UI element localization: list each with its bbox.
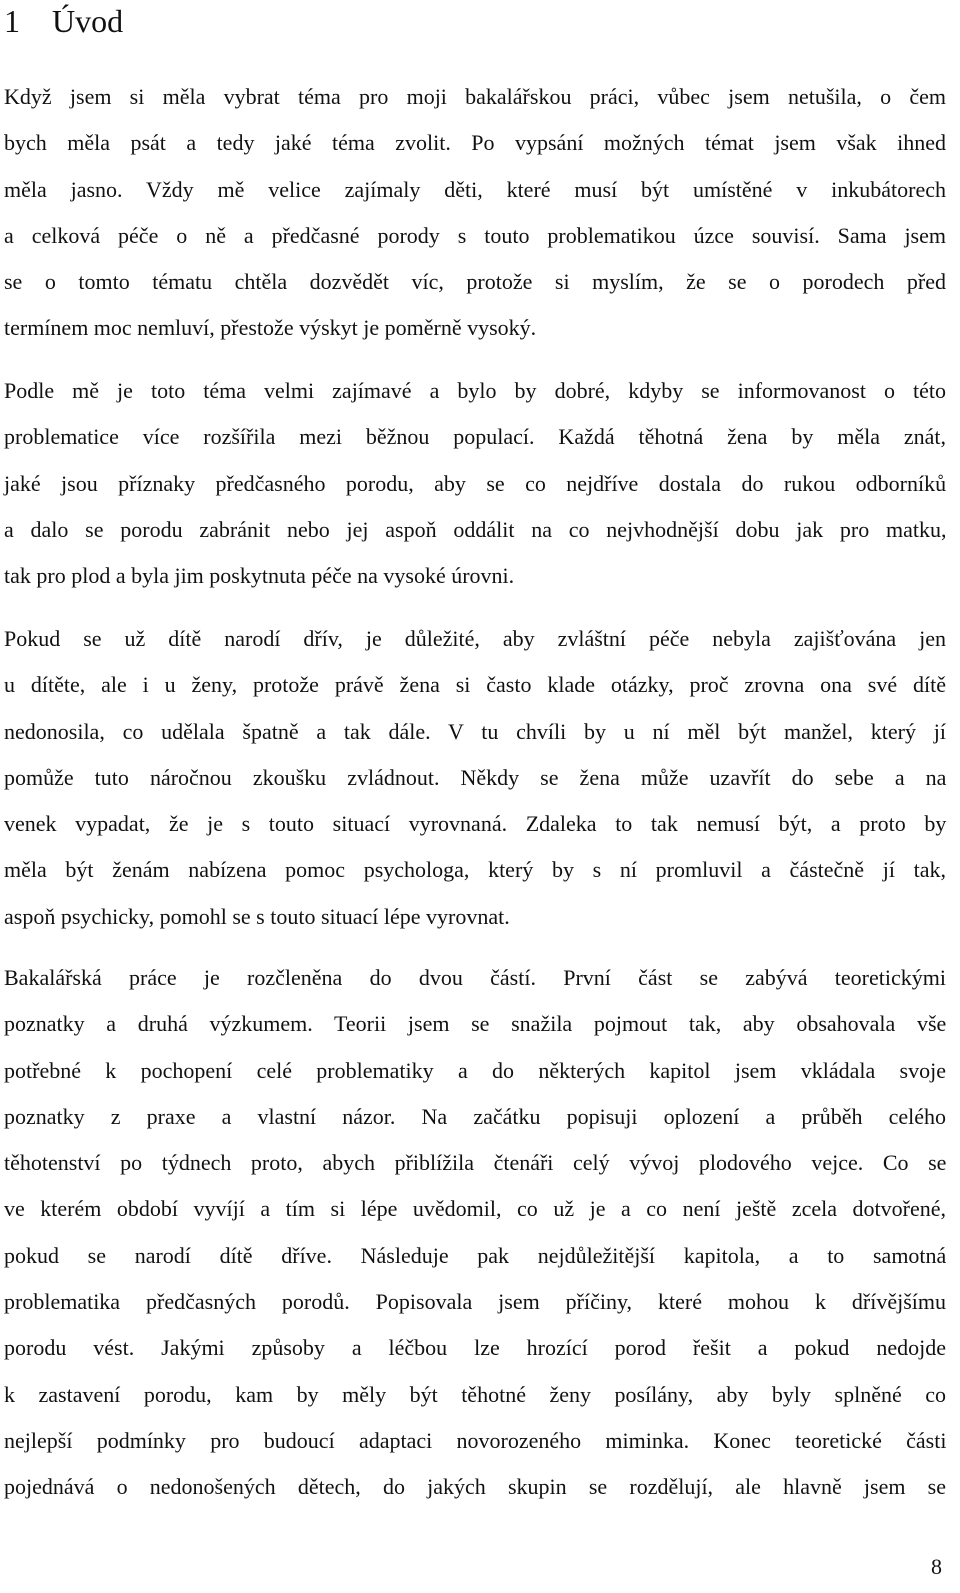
text-line: potřebné k pochopení celé problematiky a do některých kapitol jsem vkládala svoje <box>4 1057 946 1083</box>
text-line: měla jasno. Vždy mě velice zajímaly děti, které musí být umístěné v inkubátorech <box>4 176 946 202</box>
text-line: nedonosila, co udělala špatně a tak dále. V tu chvíli by u ní měl být manžel, který jí <box>4 718 946 744</box>
document-page <box>4 0 954 1500</box>
text-line: Bakalářská práce je rozčleněna do dvou částí. První část se zabývá teoretickými <box>4 965 946 990</box>
text-line: k zastavení porodu, kam by měly být těhotné ženy posílány, aby byly splněné co <box>4 1381 946 1407</box>
text-line: venek vypadat, že je s touto situací vyrovnaná. Zdaleka to tak nemusí být, a proto by <box>4 811 947 837</box>
text-line: a celková péče o ně a předčasné porody s touto problematikou úzce souvisí. Sama jsem <box>4 222 946 248</box>
paragraph-1 <box>4 74 946 352</box>
page-number: 8 <box>931 1554 942 1579</box>
text-line: poznatky z praxe a vlastní názor. Na začátku popisuji oplození a průběh celého <box>4 1103 946 1129</box>
text-line: měla být ženám nabízena pomoc psychologa, který by s ní promluvil a částečně jí tak, <box>4 857 946 883</box>
text-line: aspoň psychicky, pomohl se s touto situací lépe vyrovnat. <box>4 903 510 929</box>
text-line: se o tomto tématu chtěla dozvědět víc, protože si myslím, že se o porodech před <box>4 269 946 295</box>
text-line: porodu vést. Jakými způsoby a léčbou lze hrozící porod řešit a pokud nedojde <box>4 1335 946 1361</box>
text-line: pojednává o nedonošených dětech, do jakých skupin se rozdělují, ale hlavně jsem se <box>4 1474 946 1500</box>
text-line: Podle mě je toto téma velmi zajímavé a bylo by dobré, kdyby se informovanost o této <box>4 378 946 403</box>
text-line: jaké jsou příznaky předčasného porodu, aby se co nejdříve dostala do rukou odborníků <box>4 470 947 496</box>
text-line: Když jsem si měla vybrat téma pro moji bakalářskou práci, vůbec jsem netušila, o čem <box>4 84 946 109</box>
text-line: těhotenství po týdnech proto, abych přiblížila čtenáři celý vývoj plodového vejce. Co se <box>4 1150 947 1176</box>
text-line: problematika předčasných porodů. Popisovala jsem příčiny, které mohou k dřívějšímu <box>4 1289 947 1315</box>
text-line: ve kterém období vyvíjí a tím si lépe uvědomil, co už je a co není ještě zcela dotvořené, <box>4 1196 946 1222</box>
text-line: a dalo se porodu zabránit nebo jej aspoň oddálit na co nejvhodnější dobu jak pro matku, <box>4 516 947 542</box>
paragraph-3 <box>4 616 946 940</box>
text-line: termínem moc nemluví, přestože výskyt je poměrně vysoký. <box>4 315 537 341</box>
text-line: poznatky a druhá výzkumem. Teorii jsem se snažila pojmout tak, aby obsahovala vše <box>4 1011 947 1037</box>
text-line: bych měla psát a tedy jaké téma zvolit. Po vypsání možných témat jsem však ihned <box>4 130 946 156</box>
chapter-heading <box>4 0 954 46</box>
chapter-title: Úvod <box>52 3 124 39</box>
text-line: Pokud se už dítě narodí dřív, je důležité, aby zvláštní péče nebyla zajišťována jen <box>4 626 946 651</box>
text-line: u dítěte, ale i u ženy, protože právě žena si často klade otázky, proč zrovna ona své dítě <box>4 672 946 698</box>
text-line: pomůže tuto náročnou zkoušku zvládnout. Někdy se žena může uzavřít do sebe a na <box>4 764 947 790</box>
chapter-number: 1 <box>4 3 20 39</box>
text-line: nejlepší podmínky pro budoucí adaptaci novorozeného miminka. Konec teoretické části <box>4 1427 947 1453</box>
paragraph-4 <box>4 955 946 1511</box>
text-line: problematice více rozšířila mezi běžnou populací. Každá těhotná žena by měla znát, <box>4 424 946 450</box>
text-line: tak pro plod a byla jim poskytnuta péče na vysoké úrovni. <box>4 563 515 589</box>
text-line: pokud se narodí dítě dříve. Následuje pak nejdůležitější kapitola, a to samotná <box>4 1242 947 1268</box>
paragraph-2 <box>4 368 946 599</box>
